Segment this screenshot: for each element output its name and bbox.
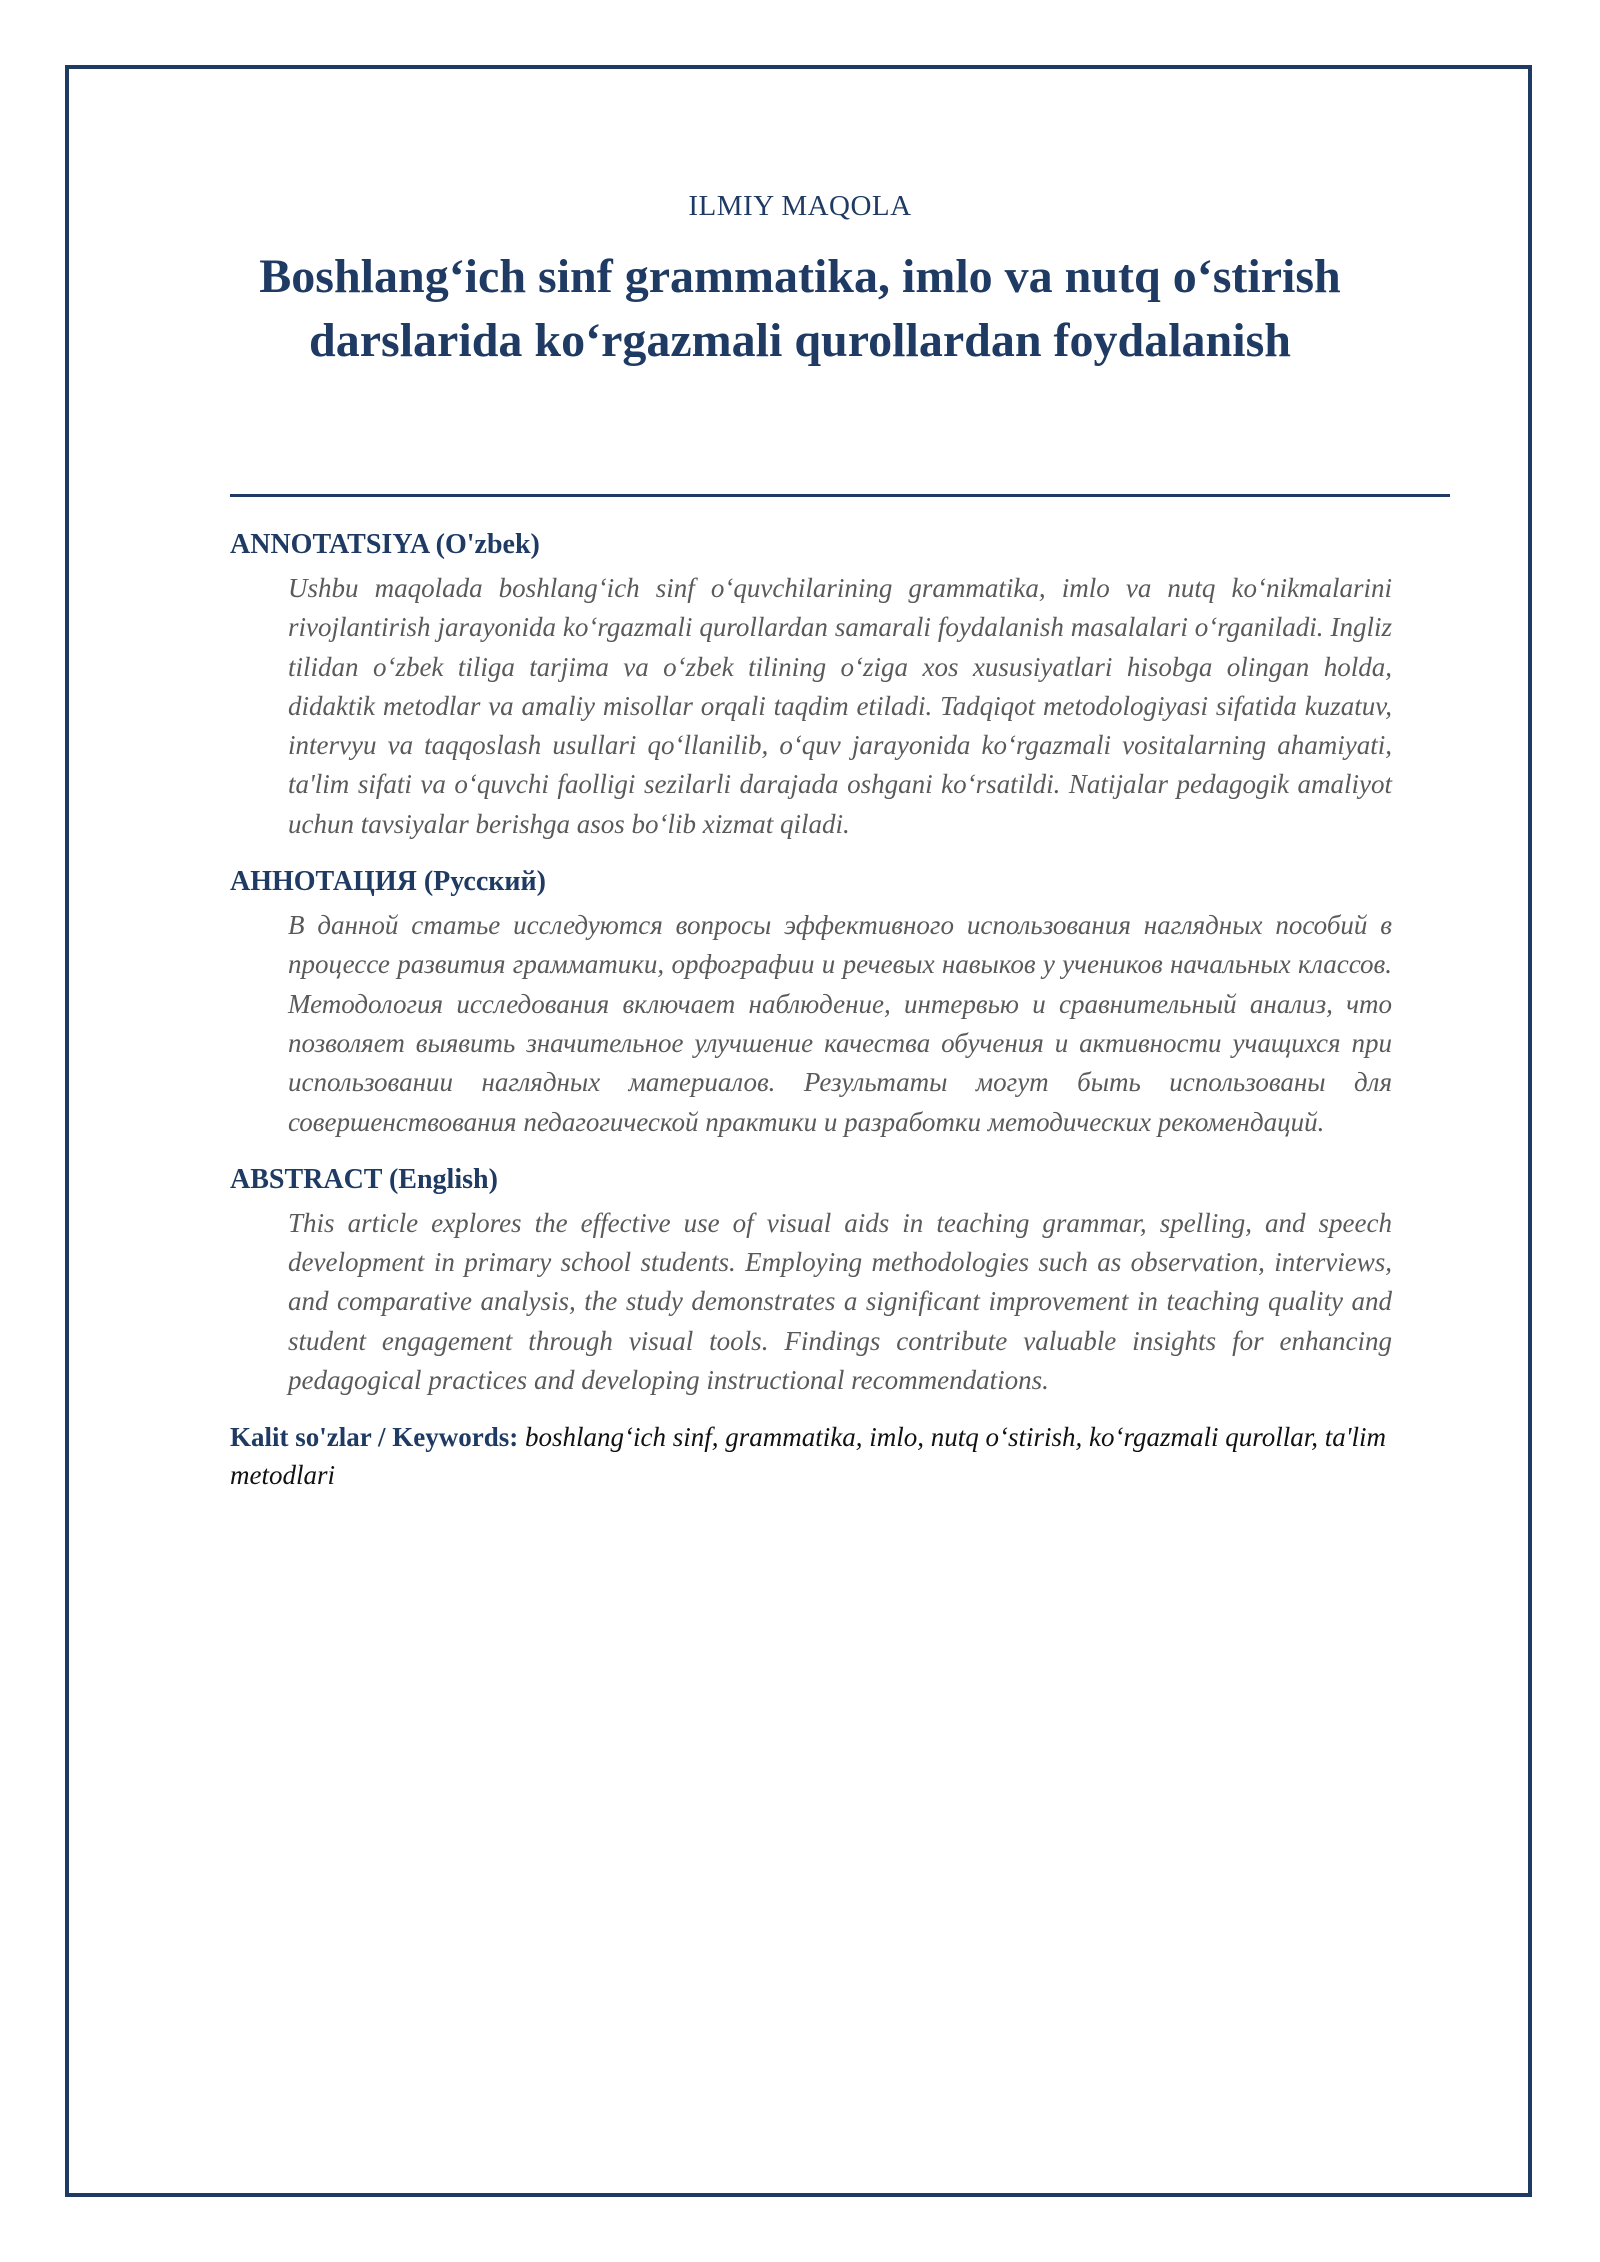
abstract-uzbek-heading: ANNOTATSIYA (O'zbek) <box>230 529 540 560</box>
abstract-uzbek <box>230 525 1450 844</box>
article-title: Boshlang‘ich sinf grammatika, imlo va nutq o‘stirish darslarida ko‘rgazmali qurollardan foydalanish <box>259 250 1341 367</box>
article-type-label: ILMIY MAQOLA <box>688 190 912 222</box>
keywords-line <box>230 1418 1450 1494</box>
abstract-russian <box>230 862 1450 1142</box>
keywords-text: boshlang‘ich sinf, grammatika, imlo, nutq o‘stirish, ko‘rgazmali qurollar, ta'lim metodlari <box>230 1422 1387 1491</box>
abstract-russian-text: В данной статье исследуются вопросы эффективного использования наглядных пособий в процессе развития грамматики, орфографии и речевых навыков у учеников начальных классов. Методология исследования включает наблюдение, интервью и сравнительный анализ, что позволяет выявить значительное улучшение качества обучения и активности учащихся при использовании наглядных материалов. Результаты могут быть использованы для совершенствования педагогической практики и разработки методических рекомендаций. <box>288 910 1392 1137</box>
title-divider <box>230 494 1450 497</box>
abstract-english <box>230 1160 1450 1400</box>
abstract-english-heading: ABSTRACT (English) <box>230 1163 498 1195</box>
keywords-label: Kalit so'zlar / Keywords: <box>230 1422 519 1453</box>
abstract-english-text: This article explores the effective use of visual aids in teaching grammar, spelling, and speech development in primary school students. Employing methodologies such as observation, interviews, and comparative analysis, the study demonstrates a significant improvement in teaching quality and student engagement through visual tools. Findings contribute valuable insights for enhancing pedagogical practices and developing instructional recommendations. <box>288 1207 1392 1396</box>
abstract-russian-heading: АННОТАЦИЯ (Русский) <box>230 866 546 898</box>
abstract-uzbek-text: Ushbu maqolada boshlang‘ich sinf o‘quvchilarining grammatika, imlo va nutq ko‘nikmalarini rivojlantirish jarayonida ko‘rgazmali qurollardan samarali foydalanish masalalari o‘rganiladi. Ingliz tilidan o‘zbek tiliga tarjima va o‘zbek tilining o‘ziga xos xususiyatlari hisobga olingan holda, didaktik metodlar va amaliy misollar orqali taqdim etiladi. Tadqiqot metodologiyasi sifatida kuzatuv, intervyu va taqqoslash usullari qo‘llanilib, o‘quv jarayonida ko‘rgazmali vositalarning ahamiyati, ta'lim sifati va o‘quvchi faolligi sezilarli darajada oshgani ko‘rsatildi. Natijalar pedagogik amaliyot uchun tavsiyalar berishga asos bo‘lib xizmat qiladi. <box>288 573 1392 839</box>
abstracts-block <box>230 525 1450 1494</box>
